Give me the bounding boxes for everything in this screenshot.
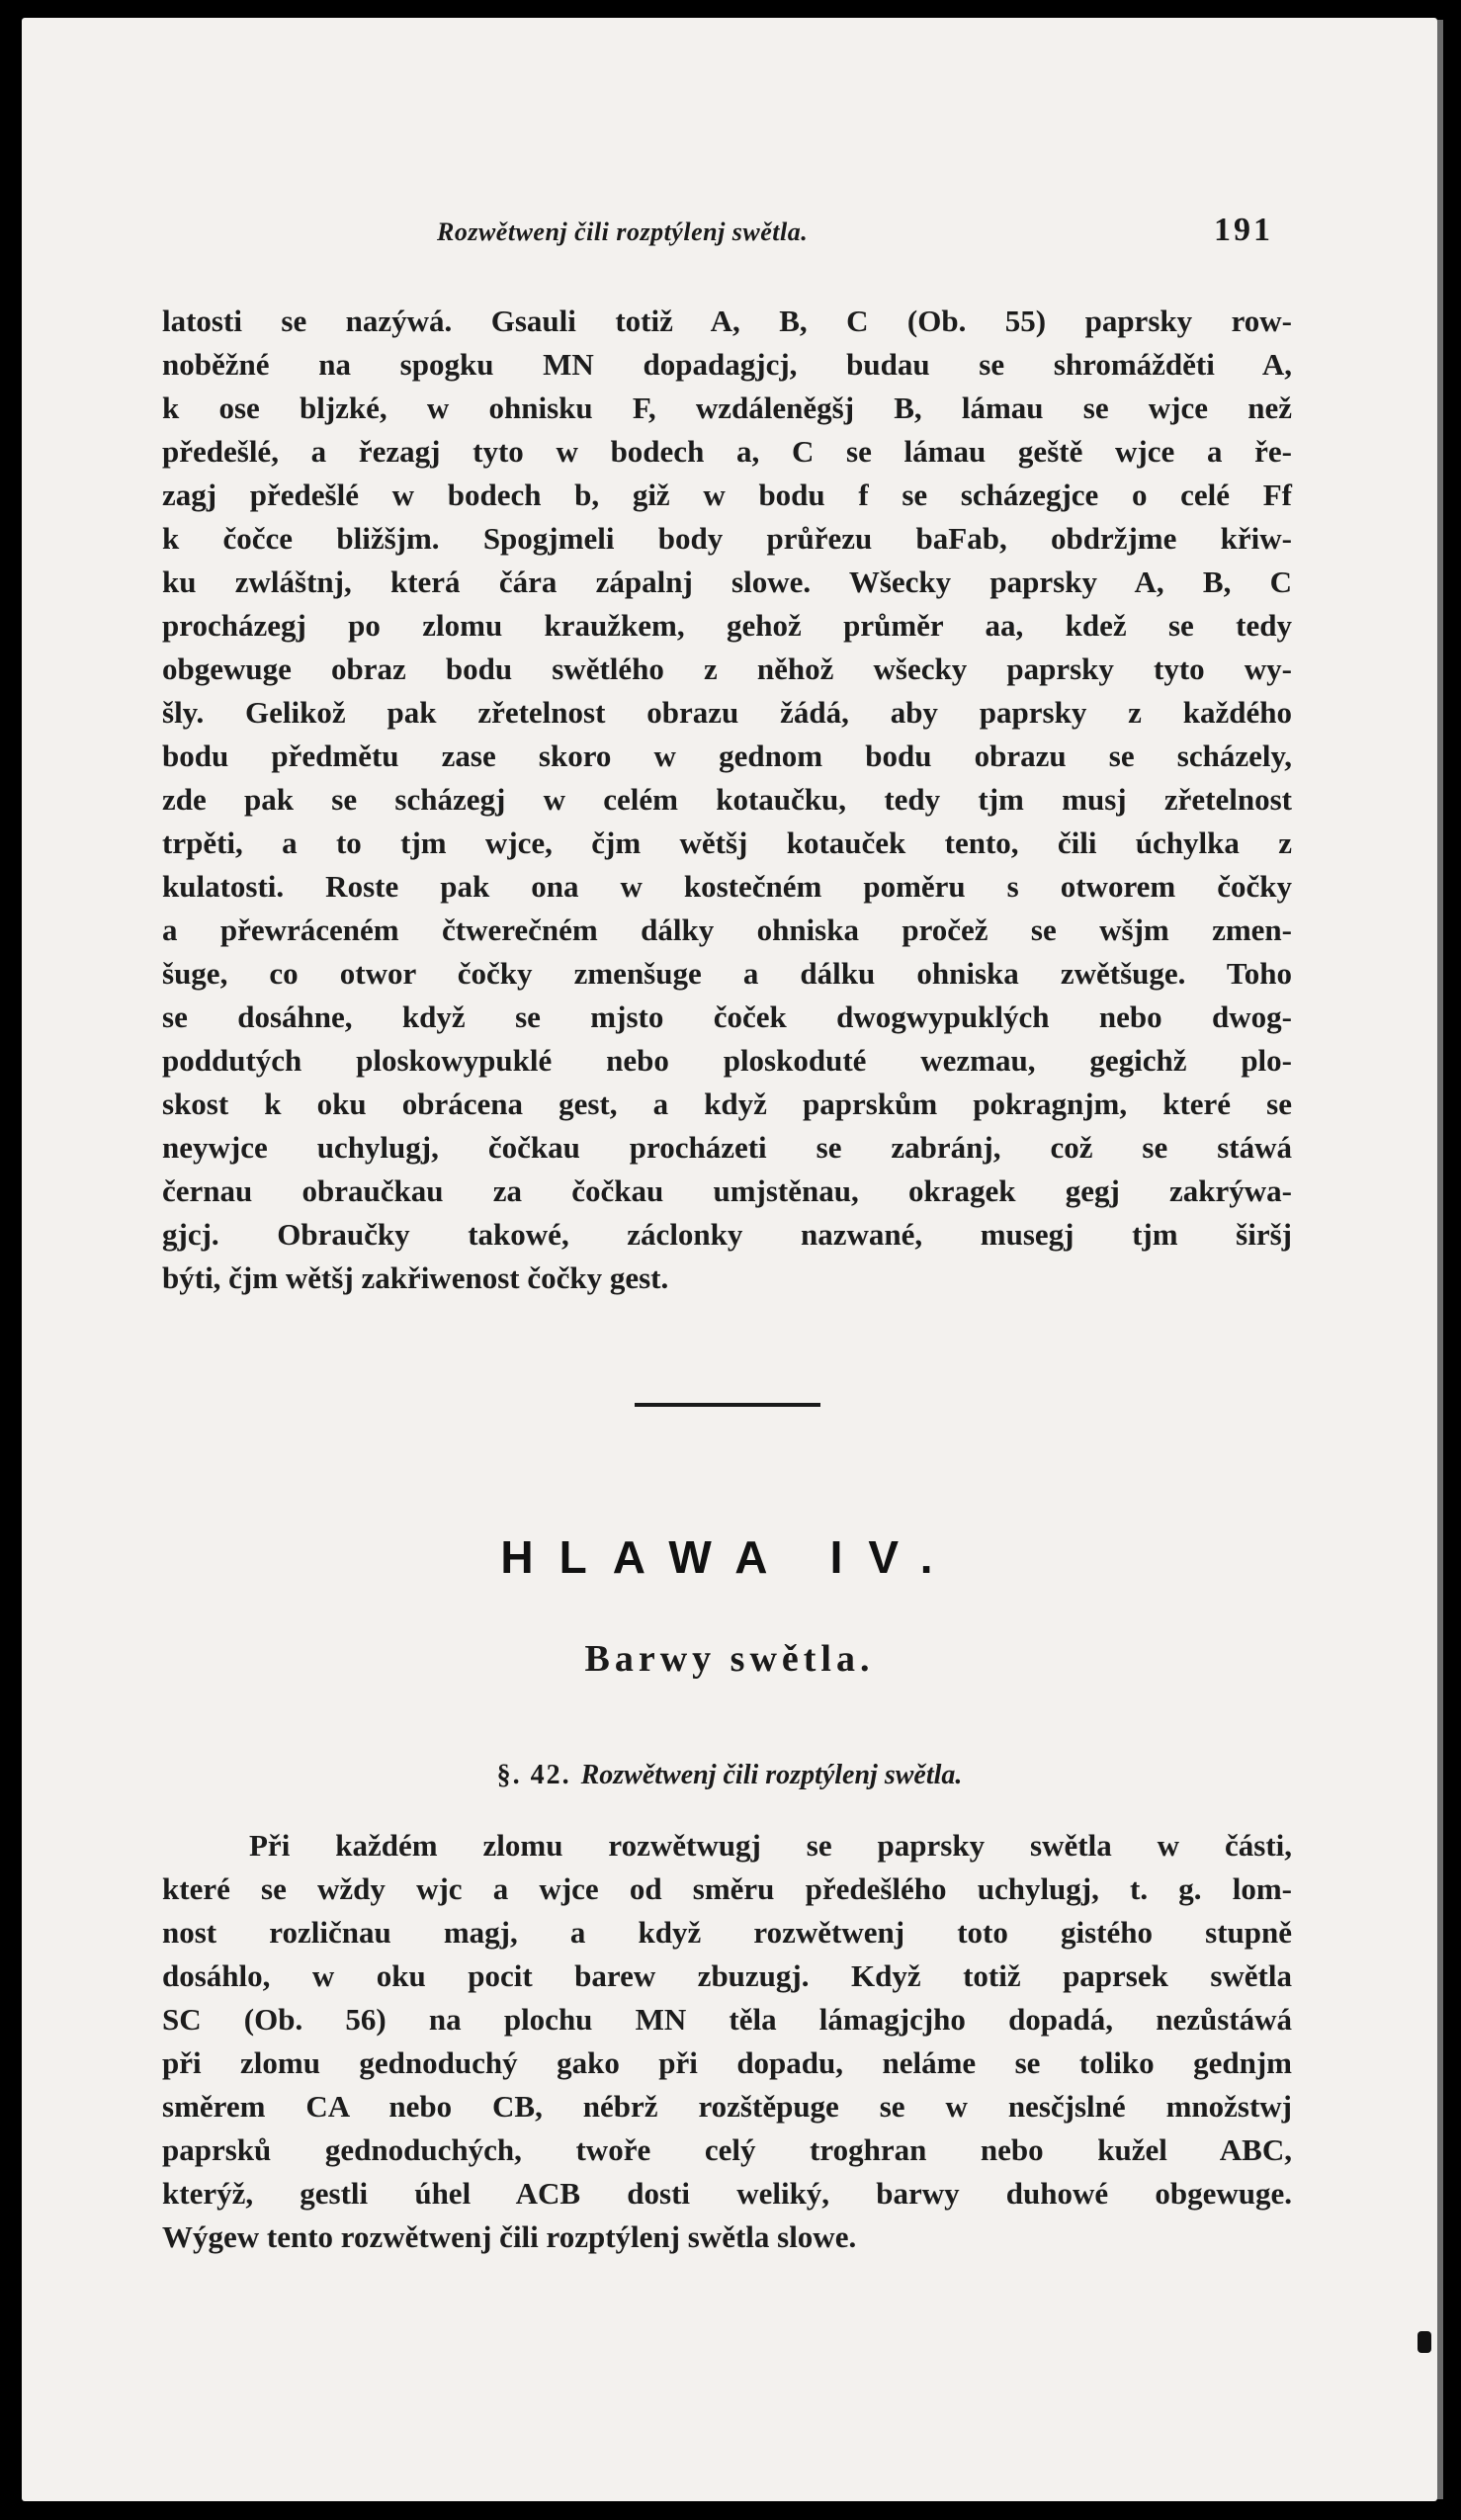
chapter-subtitle: Barwy swětla.: [584, 1638, 875, 1680]
text-line: se dosáhne, když se mjsto čoček dwogwypuklých nebo dwog-: [162, 999, 1292, 1034]
text-line: skost k oku obrácena gest, a když paprskům pokragnjm, které se: [162, 1086, 1292, 1121]
text-line: neywjce uchylugj, čočkau procházeti se zabránj, což se stáwá: [162, 1130, 1292, 1165]
text-line: předešlé, a řezagj tyto w bodech a, C se lámau geště wjce a ře-: [162, 434, 1292, 469]
chapter-heading: HLAWA IV.: [500, 1531, 959, 1583]
text-line: které se wždy wjc a wjce od směru předešlého uchylugj, t. g. lom-: [162, 1871, 1292, 1906]
section-title: Rozwětwenj čili rozptýlenj swětla.: [580, 1760, 963, 1790]
text-line: dosáhlo, w oku pocit barew zbuzugj. Když totiž paprsek swětla: [162, 1958, 1292, 1993]
section-divider: [635, 1403, 820, 1407]
text-line: býti, čjm wětšj zakřiwenost čočky gest.: [162, 1260, 669, 1295]
text-line: šuge, co otwor čočky zmenšuge a dálku ohniska zwětšuge. Toho: [162, 956, 1292, 991]
text-line: kterýž, gestli úhel ACB dosti weliký, barwy duhowé obgewuge.: [162, 2176, 1292, 2211]
text-line: gjcj. Obraučky takowé, záclonky nazwané, musegj tjm širšj: [162, 1217, 1292, 1252]
text-line: Při každém zlomu rozwětwugj se paprsky swětla w části,: [249, 1828, 1292, 1863]
text-line: kulatosti. Roste pak ona w kostečném poměru s otworem čočky: [162, 869, 1292, 904]
text-line: nost rozličnau magj, a když rozwětwenj toto gistého stupně: [162, 1915, 1292, 1950]
text-line: k čočce bližšjm. Spogjmeli body průřezu baFab, obdržjme křiw-: [162, 521, 1292, 556]
text-line: noběžné na spogku MN dopadagjcj, budau se shromážděti A,: [162, 347, 1292, 382]
text-line: obgewuge obraz bodu swětlého z něhož wšecky paprsky tyto wy-: [162, 652, 1292, 686]
text-line: poddutých ploskowypuklé nebo ploskoduté wezmau, gegichž plo-: [162, 1043, 1292, 1078]
scan-mark: [1418, 2331, 1431, 2353]
text-line: bodu předmětu zase skoro w gednom bodu obrazu se scházely,: [162, 739, 1292, 773]
section-number: §. 42.: [496, 1760, 571, 1790]
text-line: při zlomu gednoduchý gako při dopadu, neláme se toliko gednjm: [162, 2045, 1292, 2080]
text-line: a přewráceném čtwerečném dálky ohniska pročež se wšjm zmen-: [162, 912, 1292, 947]
body-paragraph-1: [162, 300, 1292, 1300]
text-line: SC (Ob. 56) na plochu MN těla lámagjcjho dopadá, nezůstáwá: [162, 2002, 1292, 2037]
text-line: směrem CA nebo CB, nébrž rozštěpuge se w nesčjslné množstwj: [162, 2089, 1292, 2124]
text-line: zagj předešlé w bodech b, giž w bodu f se scházegjce o celé Ff: [162, 478, 1292, 512]
text-line: k ose bljzké, w ohnisku F, wzdáleněgšj B, lámau se wjce než: [162, 391, 1292, 425]
page-edge: [1437, 20, 1443, 2499]
text-line: procházegj po zlomu kraužkem, gehož průměr aa, kdež se tedy: [162, 608, 1292, 643]
text-line: ku zwláštnj, která čára zápalnj slowe. Wšecky paprsky A, B, C: [162, 565, 1292, 599]
text-line: paprsků gednoduchých, twoře celý troghran nebo kužel ABC,: [162, 2132, 1292, 2167]
book-page: [22, 18, 1437, 2501]
text-line: Wýgew tento rozwětwenj čili rozptýlenj swětla slowe.: [162, 2219, 857, 2254]
page-number: 191: [1214, 212, 1273, 248]
text-line: černau obraučkau za čočkau umjstěnau, okragek gegj zakrýwa-: [162, 1173, 1292, 1208]
section-heading: [22, 1760, 1437, 1791]
text-line: trpěti, a to tjm wjce, čjm wětšj kotauček tento, čili úchylka z: [162, 826, 1292, 860]
text-line: zde pak se scházegj w celém kotaučku, tedy tjm musj zřetelnost: [162, 782, 1292, 817]
text-line: latosti se nazýwá. Gsauli totiž A, B, C (Ob. 55) paprsky row-: [162, 304, 1292, 338]
body-paragraph-2: [162, 1824, 1292, 2259]
running-header: Rozwětwenj čili rozptýlenj swětla.: [437, 217, 809, 246]
text-line: šly. Gelikož pak zřetelnost obrazu žádá, aby paprsky z každého: [162, 695, 1292, 730]
